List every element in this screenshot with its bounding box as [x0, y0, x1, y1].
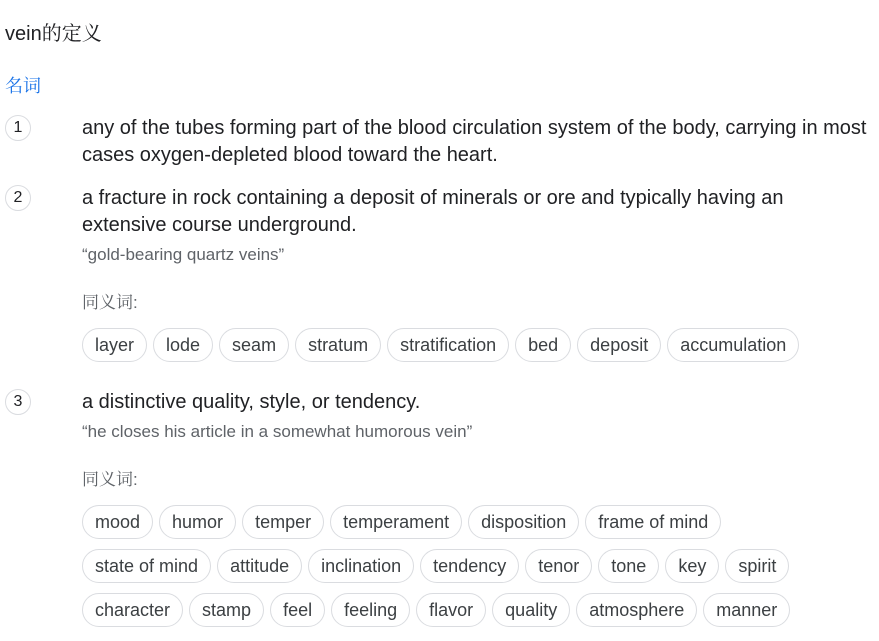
synonym-chip[interactable]: quality [492, 593, 570, 627]
synonym-chip[interactable]: frame of mind [585, 505, 721, 539]
synonym-chip[interactable]: state of mind [82, 549, 211, 583]
synonym-chip[interactable]: bed [515, 328, 571, 362]
synonyms-label: 同义词: [82, 293, 138, 312]
page-title: vein的定义 [5, 23, 102, 45]
synonym-chip[interactable]: accumulation [667, 328, 799, 362]
synonym-chip[interactable]: feel [270, 593, 325, 627]
sense-number: 2 [5, 185, 31, 211]
synonym-chip[interactable]: character [82, 593, 183, 627]
synonym-chip[interactable]: manner [703, 593, 790, 627]
sense-body [82, 389, 872, 627]
synonym-chip[interactable]: temper [242, 505, 324, 539]
synonym-chip[interactable]: tendency [420, 549, 519, 583]
synonym-chip[interactable]: lode [153, 328, 213, 362]
synonym-chip[interactable]: layer [82, 328, 147, 362]
synonym-chip[interactable]: stratum [295, 328, 381, 362]
synonym-chip[interactable]: stratification [387, 328, 509, 362]
synonym-chips [82, 505, 822, 627]
synonym-chip[interactable]: tone [598, 549, 659, 583]
synonym-chip[interactable]: key [665, 549, 719, 583]
definition-text: a distinctive quality, style, or tendency. [82, 391, 421, 413]
synonym-chip[interactable]: atmosphere [576, 593, 697, 627]
example-text: “he closes his article in a somewhat humorous vein” [82, 422, 473, 441]
synonyms-label: 同义词: [82, 470, 138, 489]
synonym-chip[interactable]: seam [219, 328, 289, 362]
part-of-speech: 名词 [5, 76, 41, 96]
synonym-chip[interactable]: stamp [189, 593, 264, 627]
synonym-chip[interactable]: inclination [308, 549, 414, 583]
sense-body [82, 115, 872, 169]
synonym-chip[interactable]: feeling [331, 593, 410, 627]
synonym-chip[interactable]: tenor [525, 549, 592, 583]
example-text: “gold-bearing quartz veins” [82, 245, 285, 264]
sense-body [82, 185, 872, 362]
synonym-chip[interactable]: deposit [577, 328, 661, 362]
synonym-chip[interactable]: spirit [725, 549, 789, 583]
synonym-chip[interactable]: flavor [416, 593, 486, 627]
definition-text: a fracture in rock containing a deposit of minerals or ore and typically having an extensive course underground. [82, 187, 784, 236]
definition-text: any of the tubes forming part of the blood circulation system of the body, carrying in most cases oxygen-depleted blood toward the heart. [82, 117, 867, 166]
synonym-chips [82, 328, 822, 362]
synonym-chip[interactable]: mood [82, 505, 153, 539]
synonym-chip[interactable]: attitude [217, 549, 302, 583]
sense-number: 1 [5, 115, 31, 141]
synonym-chip[interactable]: disposition [468, 505, 579, 539]
sense-number: 3 [5, 389, 31, 415]
synonym-chip[interactable]: temperament [330, 505, 462, 539]
synonym-chip[interactable]: humor [159, 505, 236, 539]
